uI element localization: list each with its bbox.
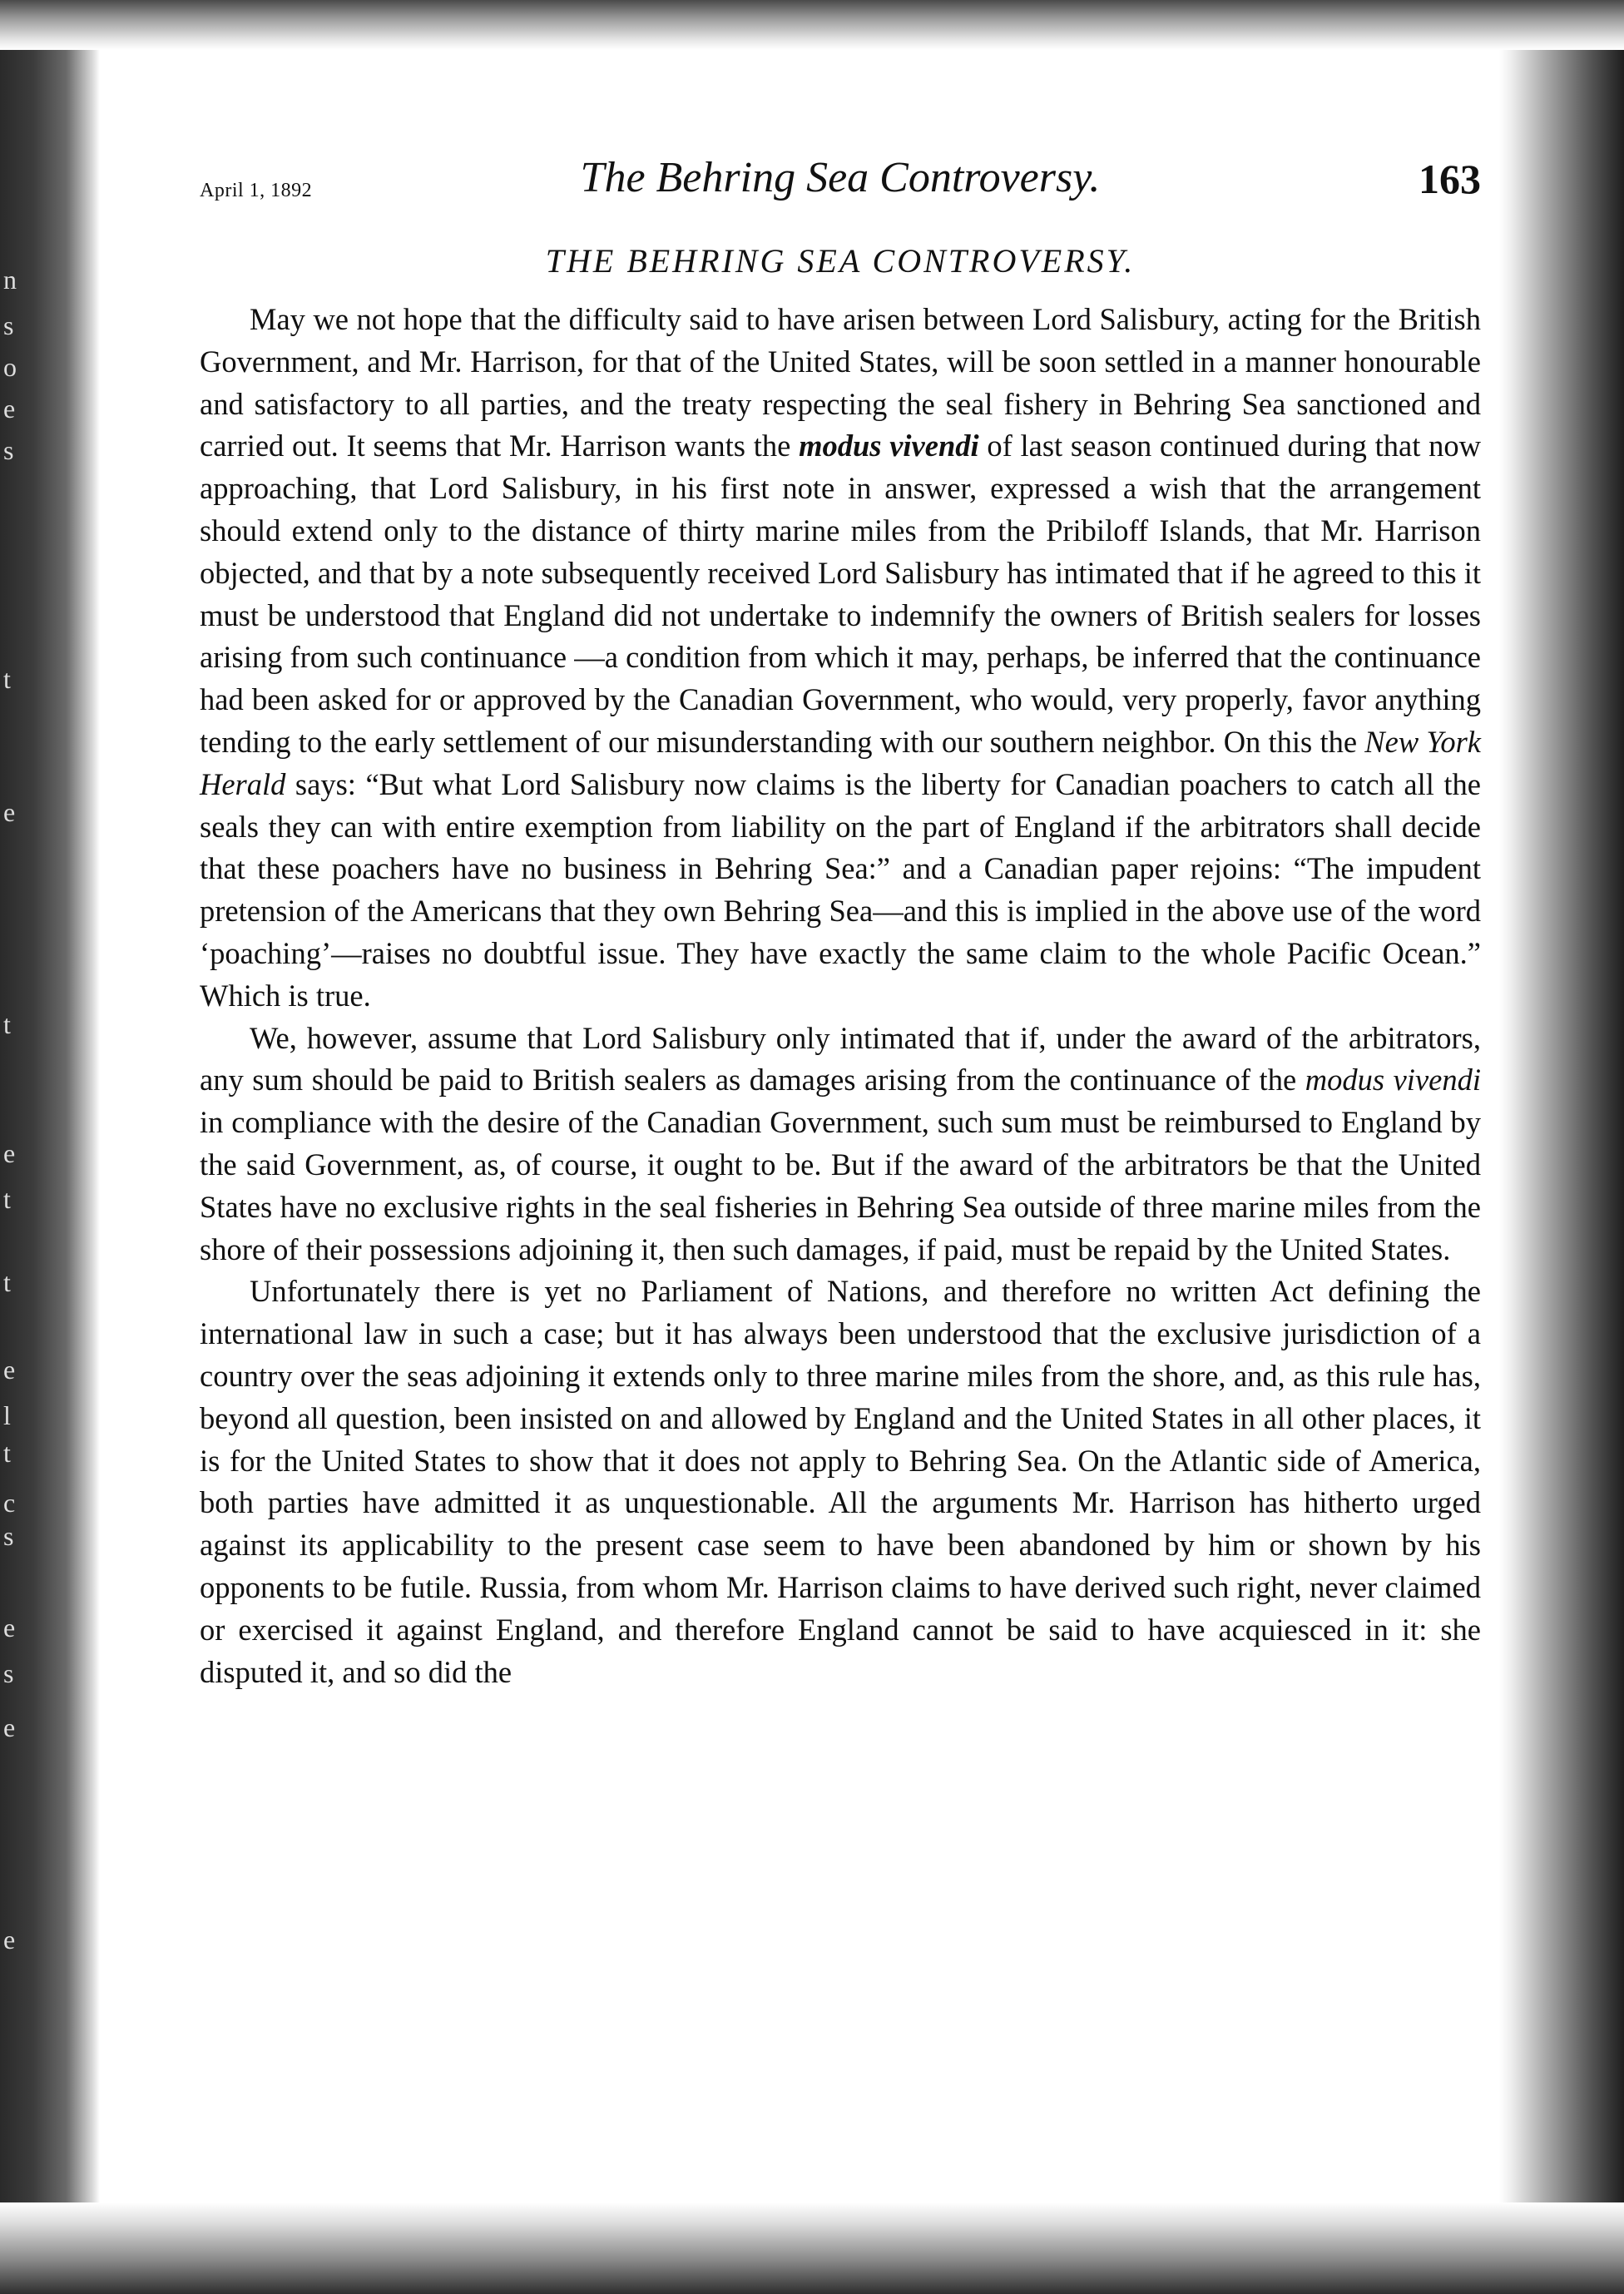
paragraph-2-text-a: We, however, assume that Lord Salisbury only intimated that if, under the award of the arbitrators, any sum should be paid to British sealers as damages arising from the continuance of the <box>200 1020 1481 1097</box>
scan-edge-right <box>1499 0 1624 2294</box>
margin-fragment: s <box>3 1658 14 1688</box>
article-title: THE BEHRING SEA CONTROVERSY. <box>545 242 1136 280</box>
margin-fragment: e <box>3 1925 16 1955</box>
margin-fragment: s <box>3 1521 14 1551</box>
paragraph-1-text-b: of last season continued during that now approaching, that Lord Salisbury, in his first note in answer, expressed a wish that the arrangement should extend only to the distance of thirty marine miles from the Pribiloff Islands, that Mr. Harrison objected, and that by a note subsequently received Lord Salisbury has intimated that if he agreed to this it must be understood that England did not undertake to indemnify the owners of British sealers for losses arising from such continuance —a condition from which it may, perhaps, be inferred that the continuance had been asked for or approved by the Canadian Government, who would, very properly, favor anything tending to the early settlement of our misunderstanding with our southern neighbor. On this the <box>200 429 1481 759</box>
margin-fragment: s <box>3 435 14 465</box>
margin-fragment: t <box>3 1184 11 1214</box>
margin-fragment: t <box>3 664 11 694</box>
paragraph-3: Unfortunately there is yet no Parliament of Nations, and therefore no written Act defining the international law in such a case; but it has always been understood that the exclusive jurisdiction of a country over the seas adjoining it extends only to three marine miles from the shore, and, as this rule has, beyond all question, been insisted on and allowed by England and the United States in all other places, it is for the United States to show that it does not apply to Behring Sea. On the Atlantic side of America, both parties have admitted it as unquestionable. All the arguments Mr. Harrison has hitherto urged against its applicability to the present case seem to have been abandoned by him or shown by his opponents to be futile. Russia, from whom Mr. Harrison claims to have derived such right, never claimed or exercised it against England, and therefore England cannot be said to have acquiesced in it: she disputed it, and so did the <box>200 1274 1481 1689</box>
paragraph-2-text-b: in compliance with the desire of the Canadian Government, such sum must be reimbursed to England by the said Government, as, of course, it ought to be. But if the award of the arbitrators be that the United States have no exclusive rights in the seal fisheries in Behring Sea outside of three marine miles from the shore of their possessions adjoining it, then such damages, if paid, must be repaid by the United States. <box>200 1105 1481 1266</box>
margin-fragment: e <box>3 1138 16 1168</box>
margin-fragment: n <box>3 265 17 295</box>
paragraph-2 <box>200 1018 1481 1271</box>
running-title: The Behring Sea Controversy. <box>580 154 1101 201</box>
margin-fragment: t <box>3 1438 11 1468</box>
margin-fragment: e <box>3 797 16 827</box>
margin-fragment: e <box>3 1613 16 1642</box>
paragraph-1-text-a: May we not hope that the difficulty said to have arisen between Lord Salisbury, acting for the British Government, and Mr. Harrison, for that of the United States, will be soon settled in a manner honourable and satisfactory to all parties, and the treaty respecting the seal fishery in Behring Sea sanctioned and carried out. It seems that Mr. Harrison wants the <box>200 302 1481 463</box>
margin-fragment: l <box>3 1400 11 1430</box>
margin-fragment: t <box>3 1009 11 1039</box>
margin-fragment: e <box>3 1712 16 1742</box>
latin-phrase: modus vivendi <box>799 429 979 463</box>
margin-fragment: e <box>3 1355 16 1385</box>
scan-edge-top <box>0 0 1624 50</box>
margin-fragment: o <box>3 352 17 382</box>
margin-fragment: e <box>3 394 16 424</box>
paragraph-1-text-c: says: “But what Lord Salisbury now claims is the liberty for Canadian poachers to catch all the seals they can with entire exemption from liability on the part of England if the arbitrators shall decide that these poachers have no business in Behring Sea:” and a Canadian paper rejoins: “The impudent pretension of the Americans that they own Behring Sea—and this is implied in the above use of the word ‘poaching’—raises no doubtful issue. They have exactly the same claim to the whole Pacific Ocean.” Which is true. <box>200 766 1481 1013</box>
facing-page-fragments <box>0 166 23 2080</box>
latin-phrase: modus vivendi <box>1305 1063 1481 1097</box>
margin-fragment: c <box>3 1488 16 1518</box>
issue-date: April 1, 1892 <box>200 180 313 201</box>
margin-fragment: s <box>3 310 14 340</box>
newspaper-title: New York Herald <box>200 724 1481 801</box>
journal-page <box>200 150 1481 2163</box>
paragraph-1 <box>200 299 1481 1018</box>
scan-edge-bottom <box>0 2202 1624 2294</box>
margin-fragment: t <box>3 1267 11 1297</box>
article-body <box>200 299 1481 1693</box>
running-head <box>200 150 1481 208</box>
page-number: 163 <box>1419 156 1481 202</box>
